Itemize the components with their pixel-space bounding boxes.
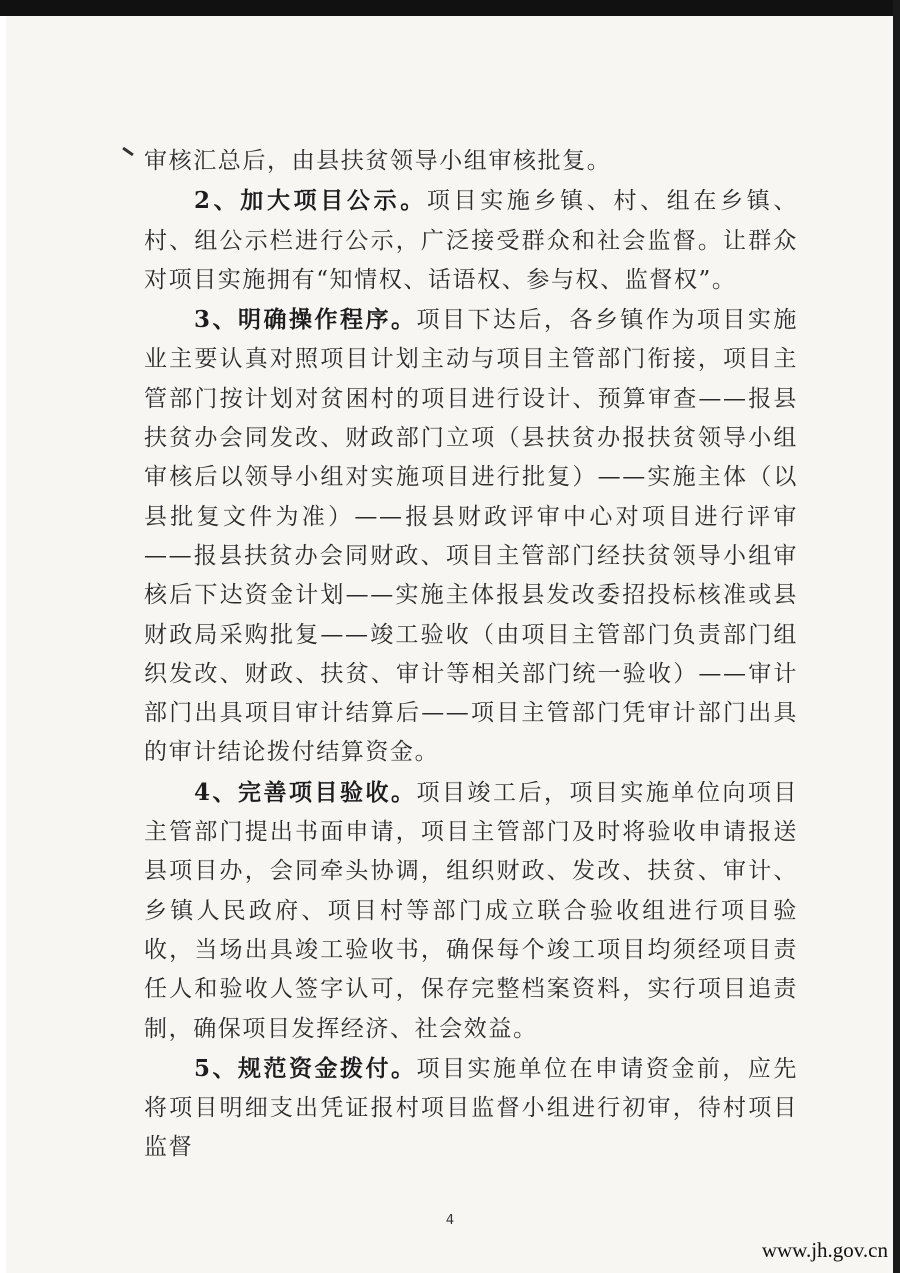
paragraph-body: 项目实施乡镇、村、组在乡镇、村、组公示栏进行公示，广泛接受群众和社会监督。让群众对项目实施拥有“知情权、话语权、参与权、监督权”。 <box>144 188 798 293</box>
paragraph-heading: 5、规范资金拨付。 <box>194 1054 417 1082</box>
paragraph-body: 项目竣工后，项目实施单位向项目主管部门提出书面申请，项目主管部门及时将验收申请报送县项目办，会同牵头协调，组织财政、发改、扶贫、审计、乡镇人民政府、项目村等部门成立联合验收组进行项目验收，当场出具竣工验收书，确保每个竣工项目均须经项目责任人和验收人签字认可，保存完整档案资料，实行项目追责制，确保项目发挥经济、社会效益。 <box>144 779 799 1042</box>
scan-border-right <box>893 0 900 1273</box>
paragraph-publicity <box>144 181 798 300</box>
paragraph-funding <box>144 1049 798 1168</box>
scan-border-top <box>0 0 900 16</box>
paragraph-heading: 2、加大项目公示。 <box>194 187 427 215</box>
site-watermark: www.jh.gov.cn <box>761 1238 888 1262</box>
paragraph-body: 项目实施单位在申请资金前，应先将项目明细支出凭证报村项目监督小组进行初审，待村项目监督 <box>144 1055 799 1161</box>
paragraph-heading: 4、完善项目验收。 <box>194 778 417 806</box>
paragraph-body: 项目下达后，各乡镇作为项目实施业主要认真对照项目计划主动与项目主管部门衔接，项目主管部门按计划对贫困村的项目进行设计、预算审查——报县扶贫办会同发改、财政部门立项（县扶贫办报扶贫领导小组审核后以领导小组对实施项目进行批复）——实施主体（以县批复文件为准）——报县财政评审中心对项目进行评审——报县扶贫办会同财政、项目主管部门经扶贫领导小组审核后下达资金计划——实施主体报县发改委招投标核准或县财政局采购批复——竣工验收（由项目主管部门负责部门组织发改、财政、扶贫、审计等相关部门统一验收）——审计部门出具项目审计结算后——项目主管部门凭审计部门出具的审计结论拨付结算资金。 <box>144 307 799 766</box>
paragraph-body: 审核汇总后，由县扶贫领导小组审核批复。 <box>144 148 612 174</box>
page-number: 4 <box>445 1213 455 1228</box>
paragraph-acceptance <box>144 773 798 1049</box>
paragraph-procedure <box>144 300 798 773</box>
document-body <box>144 142 798 1168</box>
paragraph-heading: 3、明确操作程序。 <box>194 306 417 334</box>
paragraph-continuation <box>144 142 798 181</box>
